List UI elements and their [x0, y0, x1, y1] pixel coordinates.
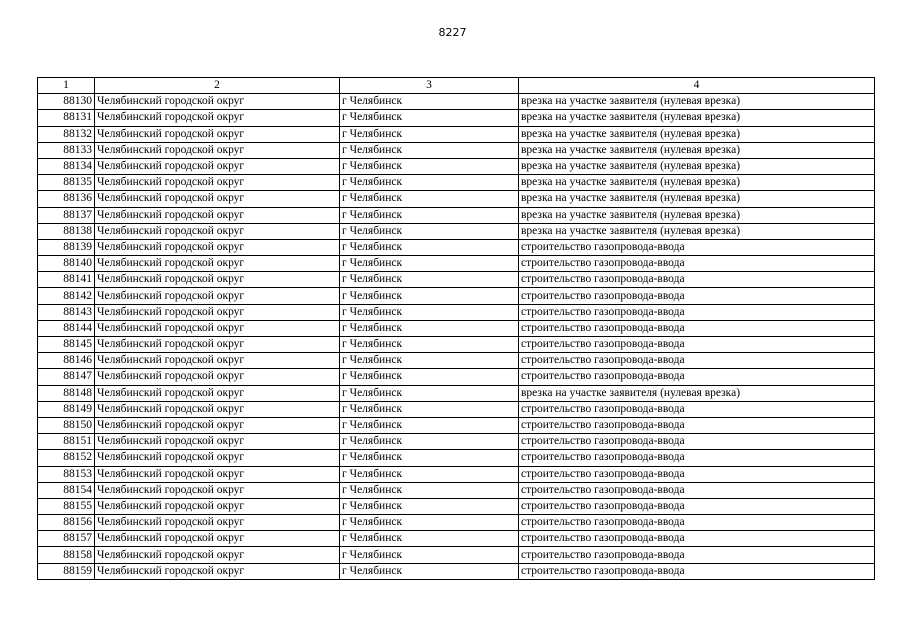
row-number-cell: 88155: [38, 498, 95, 514]
row-number-cell: 88153: [38, 466, 95, 482]
municipality-cell: Челябинский городской округ: [95, 515, 340, 531]
work-type-cell: врезка на участке заявителя (нулевая врезка): [519, 142, 875, 158]
row-number-cell: 88154: [38, 482, 95, 498]
table-row: [38, 466, 875, 482]
row-number-cell: 88139: [38, 239, 95, 255]
work-type-cell: врезка на участке заявителя (нулевая врезка): [519, 158, 875, 174]
municipality-cell: Челябинский городской округ: [95, 304, 340, 320]
municipality-cell: Челябинский городской округ: [95, 450, 340, 466]
table-row: [38, 515, 875, 531]
table-row: [38, 337, 875, 353]
municipality-cell: Челябинский городской округ: [95, 466, 340, 482]
table-row: [38, 320, 875, 336]
settlement-cell: г Челябинск: [340, 223, 519, 239]
settlement-cell: г Челябинск: [340, 369, 519, 385]
work-type-cell: строительство газопровода-ввода: [519, 531, 875, 547]
row-number-cell: 88156: [38, 515, 95, 531]
row-number-cell: 88147: [38, 369, 95, 385]
row-number-cell: 88159: [38, 563, 95, 579]
settlement-cell: г Челябинск: [340, 385, 519, 401]
municipality-cell: Челябинский городской округ: [95, 434, 340, 450]
table-row: [38, 434, 875, 450]
row-number-cell: 88148: [38, 385, 95, 401]
work-type-cell: врезка на участке заявителя (нулевая врезка): [519, 126, 875, 142]
work-type-cell: строительство газопровода-ввода: [519, 337, 875, 353]
settlement-cell: г Челябинск: [340, 110, 519, 126]
municipality-cell: Челябинский городской округ: [95, 369, 340, 385]
work-type-cell: строительство газопровода-ввода: [519, 547, 875, 563]
municipality-cell: Челябинский городской округ: [95, 110, 340, 126]
row-number-cell: 88133: [38, 142, 95, 158]
column-header: 4: [519, 78, 875, 94]
row-number-cell: 88146: [38, 353, 95, 369]
table-row: [38, 207, 875, 223]
column-header: 1: [38, 78, 95, 94]
settlement-cell: г Челябинск: [340, 288, 519, 304]
settlement-cell: г Челябинск: [340, 353, 519, 369]
table-row: [38, 191, 875, 207]
municipality-cell: Челябинский городской округ: [95, 531, 340, 547]
table-row: [38, 288, 875, 304]
municipality-cell: Челябинский городской округ: [95, 191, 340, 207]
table-row: [38, 223, 875, 239]
settlement-cell: г Челябинск: [340, 547, 519, 563]
settlement-cell: г Челябинск: [340, 498, 519, 514]
settlement-cell: г Челябинск: [340, 563, 519, 579]
row-number-cell: 88144: [38, 320, 95, 336]
municipality-cell: Челябинский городской округ: [95, 353, 340, 369]
work-type-cell: строительство газопровода-ввода: [519, 563, 875, 579]
municipality-cell: Челябинский городской округ: [95, 142, 340, 158]
table-row: [38, 563, 875, 579]
row-number-cell: 88135: [38, 175, 95, 191]
municipality-cell: Челябинский городской округ: [95, 320, 340, 336]
settlement-cell: г Челябинск: [340, 320, 519, 336]
row-number-cell: 88157: [38, 531, 95, 547]
table-row: [38, 126, 875, 142]
settlement-cell: г Челябинск: [340, 158, 519, 174]
work-type-cell: строительство газопровода-ввода: [519, 450, 875, 466]
work-type-cell: врезка на участке заявителя (нулевая врезка): [519, 94, 875, 110]
column-header: 3: [340, 78, 519, 94]
municipality-cell: Челябинский городской округ: [95, 239, 340, 255]
municipality-cell: Челябинский городской округ: [95, 385, 340, 401]
page-number: 8227: [438, 26, 467, 39]
row-number-cell: 88141: [38, 272, 95, 288]
row-number-cell: 88138: [38, 223, 95, 239]
municipality-cell: Челябинский городской округ: [95, 482, 340, 498]
settlement-cell: г Челябинск: [340, 175, 519, 191]
row-number-cell: 88136: [38, 191, 95, 207]
table-row: [38, 256, 875, 272]
settlement-cell: г Челябинск: [340, 126, 519, 142]
work-type-cell: строительство газопровода-ввода: [519, 434, 875, 450]
municipality-cell: Челябинский городской округ: [95, 126, 340, 142]
work-type-cell: врезка на участке заявителя (нулевая врезка): [519, 110, 875, 126]
municipality-cell: Челябинский городской округ: [95, 158, 340, 174]
row-number-cell: 88140: [38, 256, 95, 272]
municipality-cell: Челябинский городской округ: [95, 175, 340, 191]
row-number-cell: 88152: [38, 450, 95, 466]
work-type-cell: строительство газопровода-ввода: [519, 304, 875, 320]
settlement-cell: г Челябинск: [340, 466, 519, 482]
settlement-cell: г Челябинск: [340, 272, 519, 288]
municipality-cell: Челябинский городской округ: [95, 417, 340, 433]
table-row: [38, 142, 875, 158]
table-row: [38, 175, 875, 191]
settlement-cell: г Челябинск: [340, 239, 519, 255]
work-type-cell: строительство газопровода-ввода: [519, 401, 875, 417]
work-type-cell: врезка на участке заявителя (нулевая врезка): [519, 207, 875, 223]
work-type-cell: врезка на участке заявителя (нулевая врезка): [519, 223, 875, 239]
row-number-cell: 88143: [38, 304, 95, 320]
municipality-cell: Челябинский городской округ: [95, 272, 340, 288]
row-number-cell: 88131: [38, 110, 95, 126]
table-row: [38, 385, 875, 401]
municipality-cell: Челябинский городской округ: [95, 498, 340, 514]
work-type-cell: строительство газопровода-ввода: [519, 466, 875, 482]
work-type-cell: строительство газопровода-ввода: [519, 417, 875, 433]
row-number-cell: 88150: [38, 417, 95, 433]
work-type-cell: строительство газопровода-ввода: [519, 320, 875, 336]
table-row: [38, 239, 875, 255]
table-row: [38, 272, 875, 288]
settlement-cell: г Челябинск: [340, 142, 519, 158]
table-row: [38, 547, 875, 563]
table-row: [38, 158, 875, 174]
municipality-cell: Челябинский городской округ: [95, 563, 340, 579]
municipality-cell: Челябинский городской округ: [95, 337, 340, 353]
settlement-cell: г Челябинск: [340, 304, 519, 320]
work-type-cell: строительство газопровода-ввода: [519, 288, 875, 304]
table-header-row: [38, 78, 875, 94]
work-type-cell: строительство газопровода-ввода: [519, 498, 875, 514]
settlement-cell: г Челябинск: [340, 337, 519, 353]
table-row: [38, 304, 875, 320]
work-type-cell: строительство газопровода-ввода: [519, 482, 875, 498]
settlement-cell: г Челябинск: [340, 417, 519, 433]
row-number-cell: 88158: [38, 547, 95, 563]
settlement-cell: г Челябинск: [340, 434, 519, 450]
row-number-cell: 88134: [38, 158, 95, 174]
row-number-cell: 88142: [38, 288, 95, 304]
municipality-cell: Челябинский городской округ: [95, 223, 340, 239]
work-type-cell: врезка на участке заявителя (нулевая врезка): [519, 191, 875, 207]
work-type-cell: строительство газопровода-ввода: [519, 515, 875, 531]
table-row: [38, 353, 875, 369]
row-number-cell: 88149: [38, 401, 95, 417]
work-type-cell: врезка на участке заявителя (нулевая врезка): [519, 175, 875, 191]
municipality-cell: Челябинский городской округ: [95, 256, 340, 272]
municipality-cell: Челябинский городской округ: [95, 94, 340, 110]
work-type-cell: строительство газопровода-ввода: [519, 353, 875, 369]
work-type-cell: строительство газопровода-ввода: [519, 256, 875, 272]
municipality-cell: Челябинский городской округ: [95, 207, 340, 223]
row-number-cell: 88137: [38, 207, 95, 223]
municipality-cell: Челябинский городской округ: [95, 401, 340, 417]
settlement-cell: г Челябинск: [340, 401, 519, 417]
row-number-cell: 88151: [38, 434, 95, 450]
settlement-cell: г Челябинск: [340, 256, 519, 272]
row-number-cell: 88130: [38, 94, 95, 110]
data-table: [37, 77, 875, 580]
settlement-cell: г Челябинск: [340, 207, 519, 223]
table-row: [38, 498, 875, 514]
table-row: [38, 110, 875, 126]
table-row: [38, 482, 875, 498]
row-number-cell: 88132: [38, 126, 95, 142]
work-type-cell: строительство газопровода-ввода: [519, 272, 875, 288]
work-type-cell: строительство газопровода-ввода: [519, 239, 875, 255]
settlement-cell: г Челябинск: [340, 482, 519, 498]
table-row: [38, 401, 875, 417]
municipality-cell: Челябинский городской округ: [95, 547, 340, 563]
table-row: [38, 450, 875, 466]
settlement-cell: г Челябинск: [340, 531, 519, 547]
settlement-cell: г Челябинск: [340, 94, 519, 110]
work-type-cell: врезка на участке заявителя (нулевая врезка): [519, 385, 875, 401]
row-number-cell: 88145: [38, 337, 95, 353]
table-row: [38, 417, 875, 433]
table-row: [38, 369, 875, 385]
table-row: [38, 531, 875, 547]
column-header: 2: [95, 78, 340, 94]
settlement-cell: г Челябинск: [340, 450, 519, 466]
settlement-cell: г Челябинск: [340, 191, 519, 207]
table-row: [38, 94, 875, 110]
table-body: [38, 94, 875, 580]
work-type-cell: строительство газопровода-ввода: [519, 369, 875, 385]
settlement-cell: г Челябинск: [340, 515, 519, 531]
municipality-cell: Челябинский городской округ: [95, 288, 340, 304]
